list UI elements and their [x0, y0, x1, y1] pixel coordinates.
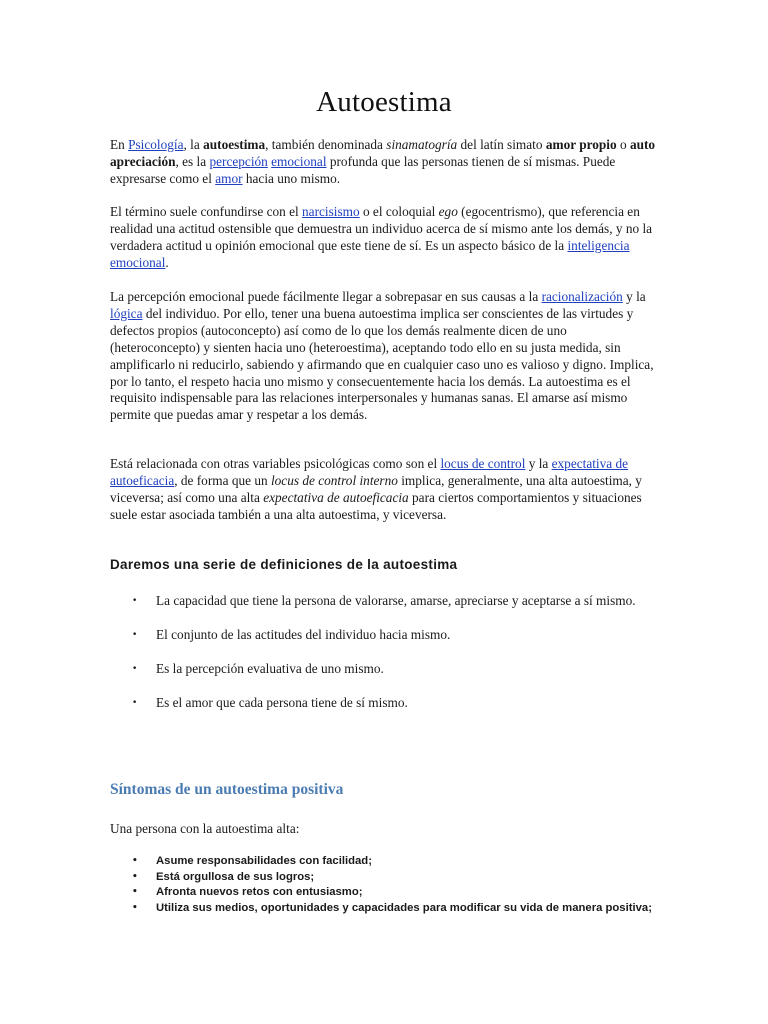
link-expectativa-de-autoeficacia[interactable]: expectativa de autoeficacia: [110, 456, 629, 488]
link-racionalizacion[interactable]: racionalización: [541, 289, 623, 304]
text: del individuo. Por ello, tener una buena autoestima implica ser conscientes de las virtudes y defectos propios (autoconcepto) así como de lo que los demás realmente dicen de uno (heteroconcepto) y sienten hacia uno (heteroestima), aceptando todo ello en su justa medida, sin amplificarlo ni reducirlo, sabiendo y afirmando que en cualquier caso uno es valioso y digno. Implica, por lo tanto, el respeto hacia uno mismo y consecuentemente hacia los demás. La autoestima es el requisito indispensable para las relaciones interpersonales y humanas sanas. El amarse así mismo permite que puedas amar y respetar a los demás.: [110, 305, 654, 423]
paragraph-percepcion: [110, 289, 658, 424]
list-item-text: Afronta nuevos retos con entusiasmo;: [156, 886, 363, 899]
list-item-text: Es la percepción evaluativa de uno mismo.: [156, 660, 384, 676]
link-locus-de-control[interactable]: locus de control: [440, 456, 526, 471]
text: , es la: [175, 153, 210, 169]
symptoms-heading: Síntomas de un autoestima positiva: [110, 781, 344, 798]
bold-term: autoestima: [203, 137, 266, 152]
list-item-text: Asume responsabilidades con facilidad;: [156, 855, 372, 867]
text: del latín simato: [457, 137, 546, 152]
text: , de forma que un: [174, 472, 271, 488]
text: , la: [183, 137, 204, 152]
list-item: [110, 627, 658, 644]
text: , también denominada: [265, 137, 387, 152]
link-emocional[interactable]: emocional: [271, 153, 327, 169]
link-psicologia[interactable]: Psicología: [128, 137, 184, 152]
text: El término suele confundirse con el: [110, 204, 303, 219]
link-amor[interactable]: amor: [215, 170, 243, 186]
list-item: [110, 885, 658, 901]
bullet-icon: •: [132, 887, 138, 898]
italic-term: sinamatogría: [386, 137, 458, 152]
definitions-heading: Daremos una serie de definiciones de la autoestima: [110, 557, 458, 572]
text: y la: [622, 289, 646, 304]
text: y la: [525, 456, 552, 471]
list-item: [110, 901, 658, 917]
text: .: [165, 254, 169, 270]
definitions-list: [110, 593, 658, 712]
text: En: [110, 137, 129, 152]
bullet-icon: •: [132, 596, 138, 606]
paragraph-intro: [110, 137, 658, 188]
list-item: [110, 593, 658, 610]
bullet-icon: •: [132, 902, 138, 913]
paragraph-narcisismo: [110, 204, 658, 272]
list-item: [110, 854, 658, 870]
text: La percepción emocional puede fácilmente llegar a sobrepasar en sus causas a la: [110, 289, 542, 304]
bullet-icon: •: [132, 856, 138, 866]
list-item-text: El conjunto de las actitudes del individuo hacia mismo.: [156, 626, 451, 642]
italic-term: expectativa de autoeficacia: [263, 489, 409, 505]
text: o: [616, 137, 630, 152]
link-inteligencia-emocional[interactable]: inteligencia emocional: [110, 237, 630, 270]
italic-term: locus de control interno: [270, 472, 398, 488]
list-item: [110, 695, 658, 712]
list-item-text: La capacidad que tiene la persona de valorarse, amarse, apreciarse y aceptarse a sí mismo.: [156, 593, 636, 608]
bold-term: auto apreciación: [110, 137, 656, 169]
list-item: [110, 661, 658, 678]
list-item-text: Está orgullosa de sus logros;: [156, 870, 315, 883]
text: hacia uno mismo.: [242, 170, 341, 186]
link-percepcion[interactable]: percepción: [209, 153, 268, 169]
text: Está relacionada con otras variables psicológicas como son el: [110, 456, 441, 471]
link-narcisismo[interactable]: narcisismo: [302, 204, 360, 219]
bullet-icon: •: [132, 871, 138, 882]
text: profunda que las personas tienen de sí mismas. Puede expresarse como el: [110, 153, 616, 186]
italic-term: ego: [438, 204, 458, 219]
list-item: [110, 870, 658, 886]
text: o el coloquial: [359, 204, 439, 219]
text: (egocentrismo), que referencia en realidad una actitud ostensible que demuestra un individuo acerca de sí mismo ante los demás, y no la verdadera actitud u opinión emocional que este tiene de sí. Es un aspecto básico de la: [110, 204, 653, 253]
link-logica[interactable]: lógica: [110, 305, 143, 321]
list-item-text: Utiliza sus medios, oportunidades y capacidades para modificar su vida de manera positiva;: [156, 901, 652, 914]
paragraph-locus: [110, 456, 658, 524]
text: implica, generalmente, una alta autoestima, y viceversa; así como una alta: [110, 472, 642, 505]
symptoms-intro: Una persona con la autoestima alta:: [110, 821, 300, 836]
bullet-icon: •: [132, 697, 138, 708]
page-title: Autoestima: [316, 86, 452, 118]
bold-term: amor propio: [545, 137, 617, 152]
list-item-text: Es el amor que cada persona tiene de sí mismo.: [156, 694, 408, 710]
bullet-icon: •: [132, 663, 138, 674]
text: para ciertos comportamientos y situaciones suele estar asociada también a una alta autoestima, y viceversa.: [110, 489, 642, 522]
symptoms-list: [110, 854, 658, 916]
bullet-icon: •: [132, 629, 138, 640]
